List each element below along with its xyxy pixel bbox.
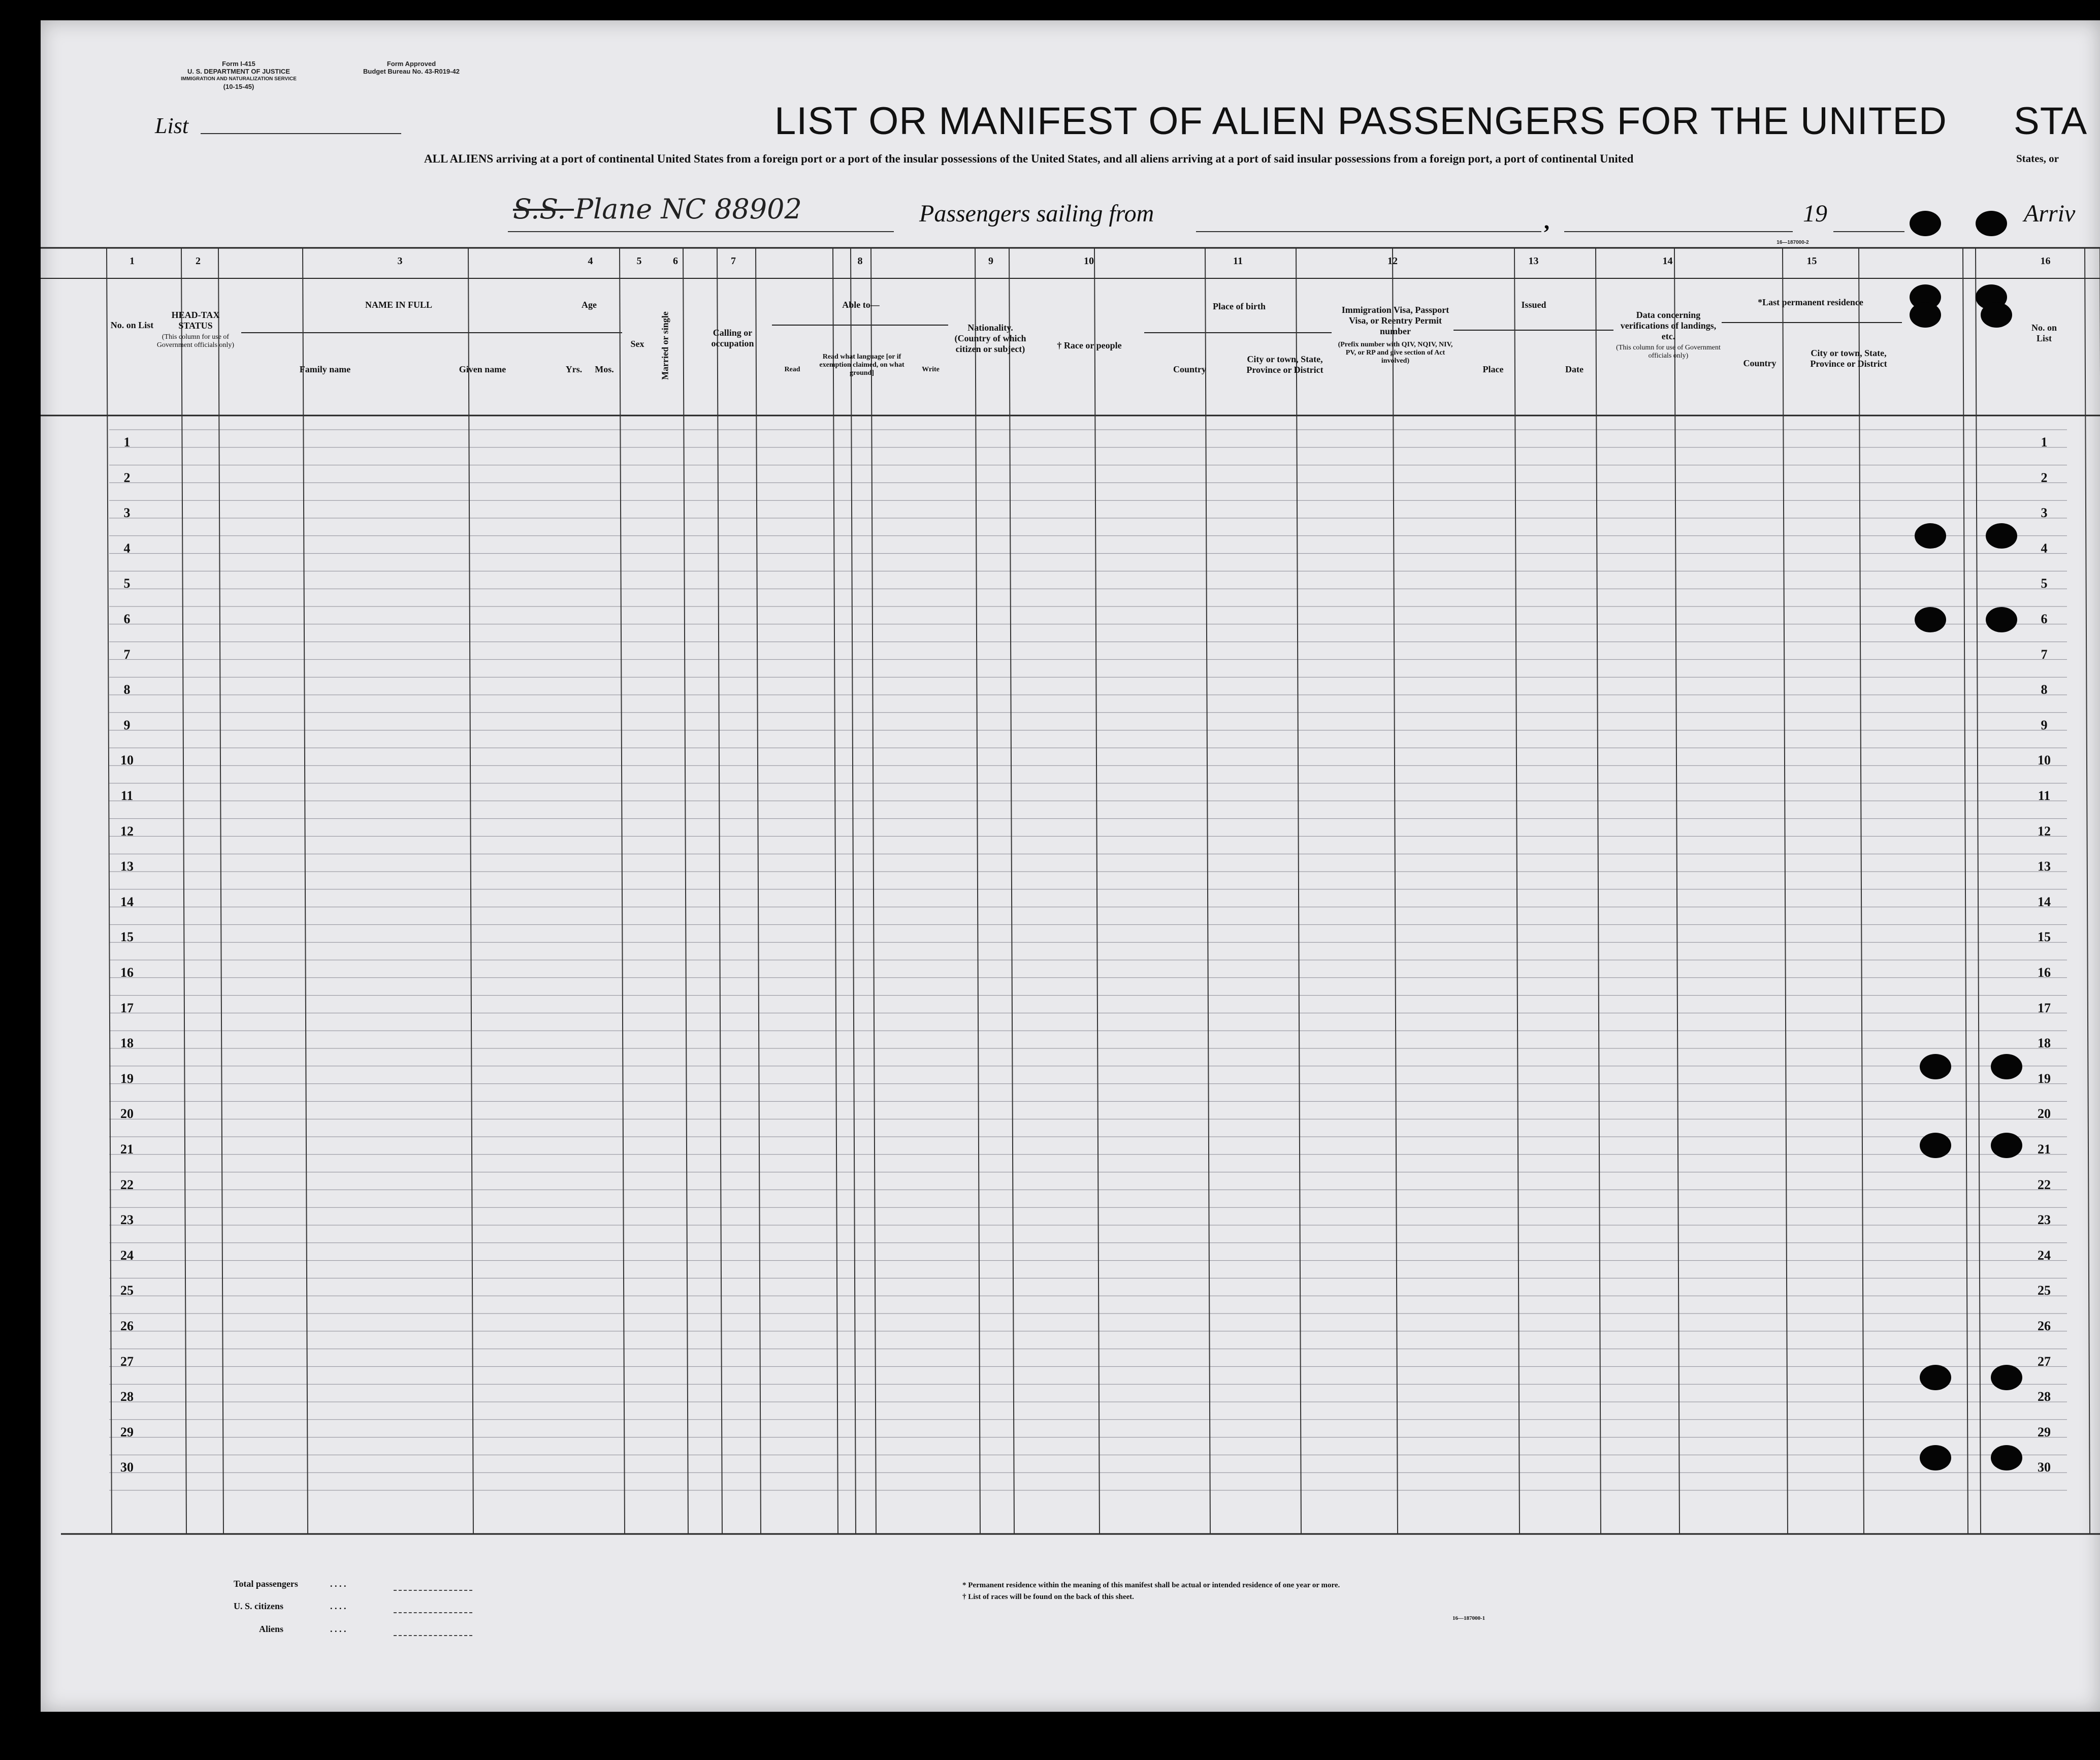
row-number: 1 [123, 435, 131, 450]
column-number: 14 [1662, 255, 1673, 267]
form-date: (10-15-45) [223, 83, 254, 90]
header-able-to: Able to— [842, 300, 880, 310]
visa-title: Immigration Visa, Passport Visa, or Reentry Permit number [1341, 305, 1449, 336]
column-number: 15 [1806, 255, 1817, 267]
row-number: 3 [123, 505, 131, 521]
page-title: LIST OR MANIFEST OF ALIEN PASSENGERS FOR THE UNITED [774, 100, 1947, 143]
row-number: 9 [123, 717, 131, 732]
row-number: 18 [120, 1036, 134, 1051]
page-title-continued: STA [2014, 100, 2088, 143]
column-number: 6 [673, 255, 678, 267]
row-number: 30 [120, 1460, 134, 1475]
head-tax-note: (This column for use of Government officials only) [156, 333, 235, 349]
row-number: 8 [123, 682, 131, 697]
footnote-races: † List of races will be found on the back of this sheet. [962, 1593, 1134, 1601]
punch-hole [1981, 302, 2012, 328]
data-concerning-title: Data concerning verifications of landings, etc. [1620, 310, 1717, 341]
punch-hole [1991, 1365, 2022, 1390]
page-subtitle-continued: States, or [2016, 152, 2059, 165]
row-number: 10 [120, 753, 134, 768]
row-number: 5 [123, 576, 131, 591]
row-number: 19 [2038, 1071, 2051, 1086]
row-number: 12 [2038, 823, 2051, 839]
punch-hole [1986, 523, 2017, 549]
row-number: 13 [2038, 859, 2051, 874]
row-number: 26 [120, 1319, 134, 1333]
row-number: 17 [120, 1000, 134, 1015]
column-divider [1976, 248, 1981, 1534]
year-label: 19 [1803, 200, 1827, 227]
row-number: 4 [123, 540, 131, 556]
column-number: 13 [1528, 255, 1539, 267]
row-number: 24 [120, 1247, 134, 1263]
header-residence-country: Country [1743, 358, 1776, 368]
punch-hole [1910, 302, 1941, 328]
column-divider [620, 248, 625, 1534]
column-number: 5 [636, 255, 642, 267]
print-code-bottom: 16—187000-1 [1452, 1615, 1485, 1621]
row-number: 15 [2038, 930, 2051, 945]
header-data-concerning [1615, 310, 1722, 360]
header-race: † Race or people [1057, 340, 1122, 350]
header-family-name: Family name [299, 364, 351, 374]
row-number: 9 [2041, 717, 2048, 732]
row-number: 25 [120, 1283, 134, 1298]
row-number: 10 [2038, 753, 2051, 768]
us-citizens-line [394, 1612, 472, 1613]
sailing-from-label: Passengers sailing from [919, 200, 1154, 227]
department-name: U. S. DEPARTMENT OF JUSTICE [187, 68, 290, 75]
page-subtitle: ALL ALIENS arriving at a port of continental United States from a foreign port or a port of the insular possessions of the United States, and all aliens arriving at a port of said insular possessions from a foreign port, a port of continental United [424, 152, 1634, 165]
row-number: 2 [2041, 470, 2048, 485]
row-number: 20 [120, 1106, 134, 1122]
punch-hole [1920, 1133, 1951, 1158]
header-birth-city: City or town, State, Province or District [1246, 354, 1323, 375]
punch-hole [1920, 1445, 1951, 1470]
column-number: 16 [2040, 255, 2051, 267]
header-age: Age [581, 300, 597, 310]
column-divider [468, 248, 473, 1534]
punch-hole [1920, 1054, 1951, 1079]
column-divider [1674, 248, 1679, 1534]
arriving-label: Arriv [2024, 200, 2076, 227]
row-number: 29 [2038, 1424, 2051, 1439]
punch-hole [1991, 1054, 2022, 1079]
aliens-line [394, 1635, 472, 1636]
punch-hole [1986, 607, 2017, 632]
header-last-residence: *Last permanent residence [1758, 297, 1863, 307]
row-number: 2 [123, 470, 131, 485]
punch-hole [1915, 607, 1946, 632]
row-number: 1 [2041, 435, 2048, 450]
row-number: 30 [2038, 1460, 2051, 1475]
visa-note: (Prefix number with QIV, NQIV, NIV, PV, or RP and give section of Act involved) [1338, 341, 1453, 365]
column-divider [851, 248, 856, 1534]
row-number: 5 [2041, 576, 2048, 591]
column-divider [975, 248, 980, 1534]
column-divider [1514, 248, 1520, 1534]
header-nationality: Nationality. (Country of which citizen or subject) [954, 323, 1026, 354]
header-issued-place: Place [1482, 364, 1504, 374]
column-divider [1009, 248, 1014, 1534]
column-number: 12 [1387, 255, 1398, 267]
row-number: 25 [2038, 1283, 2051, 1298]
aliens-label: Aliens [259, 1624, 284, 1634]
column-number: 9 [988, 255, 993, 267]
header-sex: Sex [630, 339, 644, 349]
row-number: 21 [120, 1142, 134, 1157]
header-married-single: Married or single [660, 311, 670, 380]
header-write: Write [922, 366, 940, 373]
row-number: 17 [2038, 1000, 2051, 1015]
column-divider [303, 248, 308, 1534]
row-number: 7 [123, 647, 131, 662]
row-number: 24 [2038, 1247, 2051, 1263]
column-divider [181, 248, 186, 1534]
column-number: 3 [397, 255, 403, 267]
header-name-in-full: NAME IN FULL [365, 300, 432, 310]
column-divider [871, 248, 876, 1534]
row-number: 22 [120, 1177, 134, 1192]
header-birth-country: Country [1173, 364, 1206, 374]
data-concerning-note: (This column for use of Government officials only) [1616, 344, 1721, 360]
punch-hole [1991, 1445, 2022, 1470]
row-number: 3 [2041, 505, 2048, 521]
footnote-residence: * Permanent residence within the meaning of this manifest shall be actual or intended residence of one year or more. [962, 1581, 1340, 1589]
header-visa [1336, 305, 1455, 365]
punch-hole [1920, 1365, 1951, 1390]
column-number: 1 [130, 255, 135, 267]
column-divider [1094, 248, 1100, 1534]
row-number: 21 [2038, 1142, 2051, 1157]
header-mos: Mos. [595, 364, 614, 374]
form-number: Form I-415 [222, 60, 255, 68]
service-name: IMMIGRATION AND NATURALIZATION SERVICE [181, 76, 297, 82]
row-number: 27 [2038, 1354, 2051, 1369]
column-divider [1205, 248, 1210, 1534]
column-divider [1393, 248, 1398, 1534]
column-divider [756, 248, 761, 1534]
row-number: 23 [120, 1212, 134, 1228]
column-divider [833, 248, 838, 1534]
row-number: 6 [2041, 612, 2048, 626]
head-tax-title: HEAD-TAX STATUS [171, 310, 220, 331]
row-number: 8 [2041, 682, 2048, 697]
header-head-tax [155, 310, 236, 349]
row-number: 15 [120, 930, 134, 945]
column-number: 7 [731, 255, 736, 267]
header-no-on-list-right: No. on List [2031, 323, 2057, 343]
approval-text: Form Approved [386, 60, 436, 68]
punch-hole [1910, 211, 1941, 236]
us-citizens-label: U. S. citizens [234, 1601, 283, 1611]
header-yrs: Yrs. [565, 364, 583, 374]
row-number: 18 [2038, 1036, 2051, 1051]
column-number: 2 [196, 255, 201, 267]
list-label: List [155, 113, 189, 138]
row-number: 28 [2038, 1389, 2051, 1404]
header-place-of-birth: Place of birth [1213, 301, 1266, 311]
header-calling: Calling or occupation [711, 328, 754, 348]
column-divider [717, 248, 722, 1534]
header-issued: Issued [1521, 300, 1546, 310]
column-divider [1296, 248, 1301, 1534]
row-number: 22 [2038, 1177, 2051, 1192]
row-number: 14 [120, 894, 134, 909]
header-issued-date: Date [1565, 364, 1584, 374]
row-number: 6 [123, 612, 131, 626]
column-divider [1963, 248, 1968, 1534]
row-number: 29 [120, 1424, 134, 1439]
column-divider [1859, 248, 1864, 1534]
row-number: 7 [2041, 647, 2048, 662]
row-number: 11 [2038, 788, 2051, 803]
column-number: 10 [1084, 255, 1094, 267]
header-read: Read [784, 366, 800, 373]
row-number: 11 [120, 788, 134, 803]
punch-hole [1915, 523, 1946, 549]
total-passengers-label: Total passengers [234, 1579, 298, 1589]
header-read-language: Read what language [or if exemption claimed, on what ground] [819, 353, 904, 377]
row-number: 23 [2038, 1212, 2051, 1228]
column-divider [2085, 248, 2090, 1534]
header-no-on-list: No. on List [110, 320, 154, 330]
column-number: 4 [588, 255, 593, 267]
punch-hole [1976, 211, 2007, 236]
row-number: 27 [120, 1354, 134, 1369]
row-number: 4 [2041, 540, 2048, 556]
row-number: 28 [120, 1389, 134, 1404]
column-number: 8 [857, 255, 863, 267]
column-divider [107, 248, 112, 1534]
header-residence-city: City or town, State, Province or District [1810, 348, 1887, 369]
budget-bureau-number: Budget Bureau No. 43-R019-42 [363, 68, 460, 75]
header-given-name: Given name [459, 364, 506, 374]
row-number: 26 [2038, 1319, 2051, 1333]
row-number: 19 [120, 1071, 134, 1086]
print-code-top: 16—187000-2 [1776, 240, 1809, 245]
column-divider [218, 248, 223, 1534]
column-number: 11 [1233, 255, 1243, 267]
column-divider [1596, 248, 1601, 1534]
punch-hole [1991, 1133, 2022, 1158]
row-number: 16 [2038, 965, 2051, 980]
row-number: 14 [2038, 894, 2051, 909]
row-number: 12 [120, 823, 134, 839]
row-number: 20 [2038, 1106, 2051, 1122]
column-divider [683, 248, 688, 1534]
vessel-name-handwritten: S.S. Plane NC 88902 [513, 193, 802, 225]
row-number: 16 [120, 965, 134, 980]
row-number: 13 [120, 859, 134, 874]
column-divider [1783, 248, 1788, 1534]
total-passengers-line [394, 1590, 472, 1591]
